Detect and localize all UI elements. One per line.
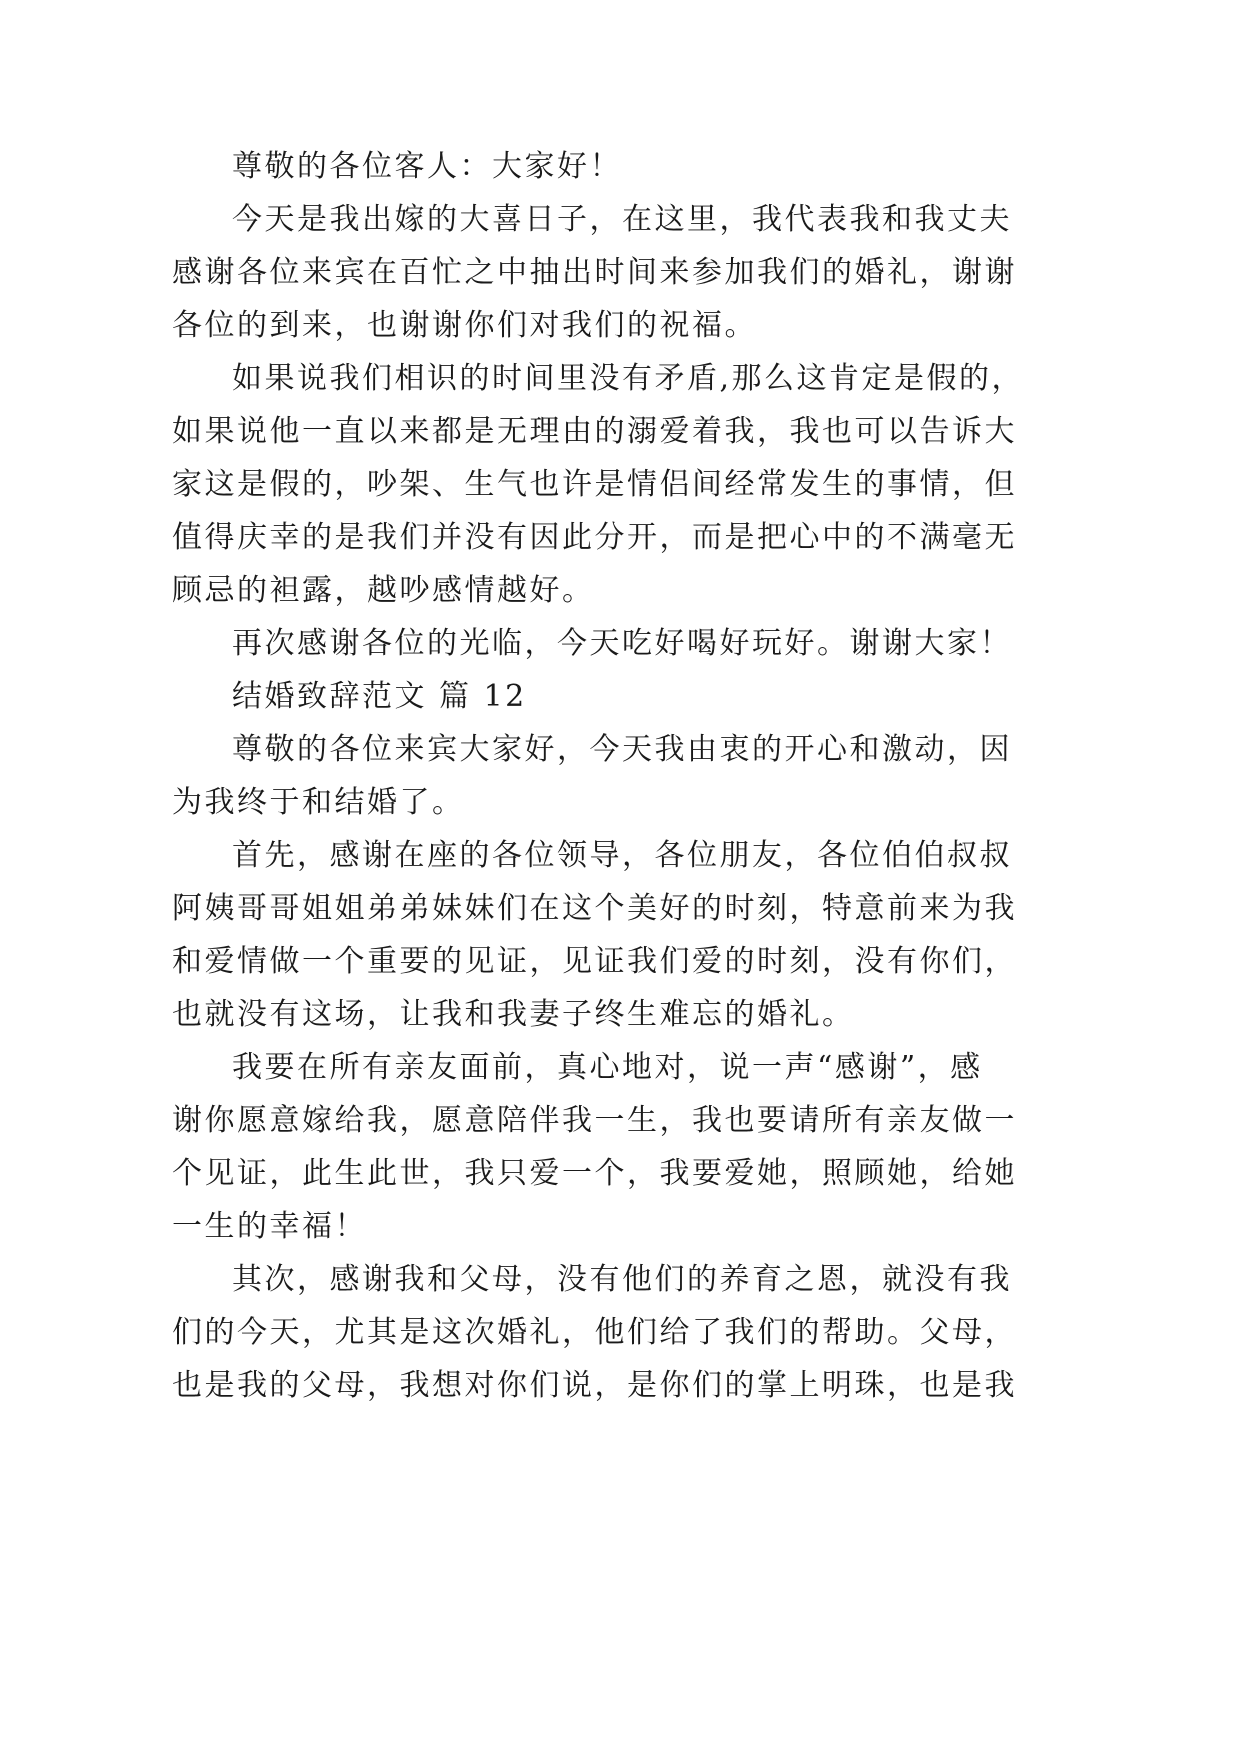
paragraph-line: 感谢各位来宾在百忙之中抽出时间来参加我们的婚礼，谢谢 — [172, 255, 1017, 290]
paragraph-line: 再次感谢各位的光临，今天吃好喝好玩好。谢谢大家！ — [232, 626, 1012, 661]
paragraph-line: 顾忌的袒露，越吵感情越好。 — [172, 573, 595, 608]
paragraph-line: 值得庆幸的是我们并没有因此分开，而是把心中的不满毫无 — [172, 520, 1017, 555]
paragraph-line: 其次，感谢我和父母，没有他们的养育之恩，就没有我 — [232, 1262, 1012, 1297]
paragraph-line: 和爱情做一个重要的见证，见证我们爱的时刻，没有你们， — [172, 944, 1017, 979]
greeting-line: 尊敬的各位客人：大家好！ — [232, 149, 622, 184]
paragraph-line: 今天是我出嫁的大喜日子，在这里，我代表我和我丈夫 — [232, 202, 1012, 237]
paragraph-line: 各位的到来，也谢谢你们对我们的祝福。 — [172, 308, 757, 343]
paragraph-line: 一生的幸福！ — [172, 1209, 367, 1244]
paragraph-line: 首先，感谢在座的各位领导，各位朋友，各位伯伯叔叔 — [232, 838, 1012, 873]
paragraph-line: 为我终于和结婚了。 — [172, 785, 465, 820]
paragraph-line: 们的今天，尤其是这次婚礼，他们给了我们的帮助。父母， — [172, 1315, 1017, 1350]
paragraph-line: 阿姨哥哥姐姐弟弟妹妹们在这个美好的时刻，特意前来为我 — [172, 891, 1017, 926]
paragraph-line: 家这是假的，吵架、生气也许是情侣间经常发生的事情，但 — [172, 467, 1017, 502]
paragraph-line: 谢你愿意嫁给我，愿意陪伴我一生，我也要请所有亲友做一 — [172, 1103, 1017, 1138]
paragraph-line: 个见证，此生此世，我只爱一个，我要爱她，照顾她，给她 — [172, 1156, 1017, 1191]
paragraph-line: 如果说我们相识的时间里没有矛盾,那么这肯定是假的， — [232, 361, 1025, 396]
section-heading: 结婚致辞范文 篇 12 — [232, 679, 527, 714]
paragraph-line: 尊敬的各位来宾大家好，今天我由衷的开心和激动，因 — [232, 732, 1012, 767]
paragraph-line: 如果说他一直以来都是无理由的溺爱着我，我也可以告诉大 — [172, 414, 1017, 449]
paragraph-line: 也是我的父母，我想对你们说，是你们的掌上明珠，也是我 — [172, 1368, 1017, 1403]
paragraph-line: 也就没有这场，让我和我妻子终生难忘的婚礼。 — [172, 997, 855, 1032]
paragraph-line: 我要在所有亲友面前，真心地对，说一声“感谢”，感 — [232, 1050, 983, 1085]
